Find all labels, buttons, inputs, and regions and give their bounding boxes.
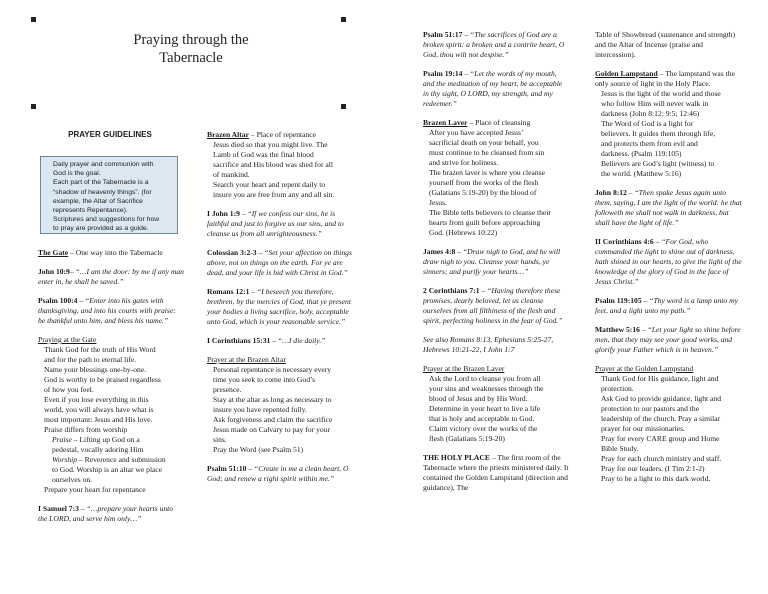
crop-mark-top-right xyxy=(341,17,346,22)
praise-line: pedestal, vocally adoring Him xyxy=(52,445,144,454)
laver-line: (Galatians 5:19-20) by the blood of xyxy=(429,188,537,197)
crop-mark-bottom-right xyxy=(341,104,346,109)
verse-psalm-19-14 xyxy=(423,69,569,109)
lamp-prayer-line: Bible Study. xyxy=(601,444,639,453)
verse-ref: Psalm 100:4 xyxy=(38,296,78,305)
guideline-line: Each part of the Tabernacle is a xyxy=(53,179,149,187)
verse-2-cor-7-1 xyxy=(423,286,569,326)
verse-text: – “The sacrifices of God are a broken spirit: a broken and a contrite heart, O God, thou wilt not despise.” xyxy=(423,30,565,59)
verse-ref: II Corinthians 4:6 xyxy=(595,237,654,246)
lamp-prayer-line: prayer for our missionaries. xyxy=(601,424,685,433)
worship-line xyxy=(38,455,184,465)
verse-ref: Romans 12:1 xyxy=(207,287,250,296)
praise-text: – Lifting up God on a xyxy=(71,435,140,444)
guideline-line: to pray are provided as a guide. xyxy=(53,225,149,233)
guideline-line: “shadow of heavenly things”. (for xyxy=(53,188,152,196)
gate-line: world, you will always have what is xyxy=(44,405,154,414)
laver-prayer-line: Claim victory over the works of the xyxy=(429,424,538,433)
column-2 xyxy=(207,130,353,484)
verse-text: – “Let the words of my mouth, and the meditation of my heart, be acceptable in thy sight, O LORD, my strength, and my redeemer.” xyxy=(423,69,563,108)
verse-romans-12-1 xyxy=(207,287,353,327)
lamp-prayer-line: Pray for each church ministry and staff. xyxy=(601,454,722,463)
verse-text: – “Let your light so shine before men, that they may see your good works, and glorify your Father which is in heaven.” xyxy=(595,325,741,354)
guideline-line: represents Repentance). xyxy=(53,207,128,215)
verse-psalm-119-105 xyxy=(595,296,743,316)
verse-psalm-100-4 xyxy=(38,296,184,326)
verse-1-cor-15-31 xyxy=(207,336,353,346)
lamp-prayer-line: protection. xyxy=(601,384,634,393)
verse-ref: Matthew 5:16 xyxy=(595,325,640,334)
verse-text: – “Having therefore these promises, dearly beloved, let us cleanse ourselves from all filthiness of the flesh and spirit, perfecting holiness in the fear of God.” xyxy=(423,286,563,325)
praying-gate-heading: Praying at the Gate xyxy=(38,335,97,344)
gate-line: and for the path to eternal life. xyxy=(44,355,137,364)
worship-line: ourselves on. xyxy=(52,475,93,484)
lamp-prayer-line: Ask God to provide guidance, light and xyxy=(601,394,722,403)
lamp-line: Believers are God’s light (witness) to xyxy=(601,159,715,168)
laver-line: hearts from guilt before approaching xyxy=(429,218,541,227)
verse-text: – “…prepare your hearts unto the LORD, and serve him only…” xyxy=(38,504,174,523)
lamp-desc: – The lampstand was the only source of light in the Holy Place. xyxy=(595,69,735,88)
altar-prayer-line: presence. xyxy=(213,385,242,394)
gate-line: of how you feel. xyxy=(44,385,94,394)
altar-prayer-line: time you seek to come into God’s xyxy=(213,375,316,384)
verse-john-10-9 xyxy=(38,267,184,287)
laver-line: and strive for holiness. xyxy=(429,158,499,167)
altar-line: Lamb of God was the final blood xyxy=(213,150,314,159)
holy-place-text: – The first room of the Tabernacle where the priests ministered daily. It contained the Golden Lampstand (direction and guidance), The xyxy=(423,453,569,492)
altar-heading xyxy=(207,130,353,140)
lamp-line: Jesus is the light of the world and those xyxy=(601,89,721,98)
laver-heading xyxy=(423,118,569,128)
praise-label: Praise xyxy=(52,435,72,444)
altar-line: Jesus died so that you might live. The xyxy=(213,140,328,149)
altar-prayer-line: Jesus made on Calvary to pay for your xyxy=(213,425,331,434)
praying-laver-heading: Prayer at the Brazen Laver xyxy=(423,364,505,373)
verse-matthew-5-16 xyxy=(595,325,743,355)
gate-line: most important: Jesus and His love. xyxy=(44,415,153,424)
altar-desc: – Place of repentance xyxy=(248,130,317,139)
gate-line: God is worthy to be praised regardless xyxy=(44,375,161,384)
lamp-line: believers. It guides them through life, xyxy=(601,129,716,138)
worship-text: – Reverence and submission xyxy=(77,455,166,464)
laver-prayer-line: blood of Jesus and by His Word. xyxy=(429,394,528,403)
altar-line: insure you are free from any and all sin. xyxy=(213,190,335,199)
lamp-prayer-line: Pray for every CARE group and Home xyxy=(601,434,720,443)
lamp-title: Golden Lampstand xyxy=(595,69,658,78)
laver-line: Jesus. xyxy=(429,198,447,207)
verse-text: – “…I am the door: by me if any man enter in, he shall be saved.” xyxy=(38,267,184,286)
verse-text: – “Then spake Jesus again unto them, saying, I am the light of the world: he that followeth me shall not walk in darkness, but shall have the light of life.” xyxy=(595,188,742,227)
gate-title: The Gate xyxy=(38,248,69,257)
laver-prayer-line: that is holy and acceptable to God. xyxy=(429,414,535,423)
altar-prayer-line: Stay at the altar as long as necessary to xyxy=(213,395,332,404)
showbread-text: Table of Showbread (sustenance and strength) and the Altar of Incense (praise and intercession). xyxy=(595,30,736,59)
column-3 xyxy=(423,30,569,493)
laver-line: must continue to be cleansed from sin xyxy=(429,148,545,157)
guideline-line: example, the Altar of Sacrifice xyxy=(53,197,143,205)
lamp-prayer-line: leadership of the church. Pray a similar xyxy=(601,414,721,423)
laver-line: sacrificial death on your behalf, you xyxy=(429,138,539,147)
gate-line: Thank God for the truth of His Word xyxy=(44,345,156,354)
verse-ref: 2 Corinthians 7:1 xyxy=(423,286,480,295)
verse-psalm-51-10 xyxy=(207,464,353,484)
verse-colossians-3-2 xyxy=(207,248,353,278)
gate-line: Even if you lose everything in this xyxy=(44,395,149,404)
prepare-line: Prepare your heart for repentance xyxy=(44,485,146,494)
verse-ref: Psalm 19:14 xyxy=(423,69,463,78)
lamp-line: the world. (Matthew 5:16) xyxy=(601,169,682,178)
verse-text: – “Set your affection on things above, not on things on the earth. For ye are dead, and your life is hid with Christ in God.” xyxy=(207,248,352,277)
verse-ref: Psalm 51:10 xyxy=(207,464,247,473)
title-line-2: Tabernacle xyxy=(159,50,223,66)
title-line-1: Praying through the xyxy=(133,32,249,48)
praying-altar-heading: Prayer at the Brazen Altar xyxy=(207,355,286,364)
guidelines-heading: PRAYER GUIDELINES xyxy=(68,130,152,139)
verse-text: – “For God, who commanded the light to shine out of darkness, hath shined in our hearts, to give the light of the knowledge of the glory of God in the face of Jesus Christ.” xyxy=(595,237,742,286)
laver-prayer-line: Determine in your heart to live a life xyxy=(429,404,541,413)
column-4 xyxy=(595,30,743,484)
altar-prayer-line: Personal repentance is necessary every xyxy=(213,365,332,374)
verse-text: – “Draw nigh to God, and he will draw nigh to you. Cleanse your hands, ye sinners; and purify your hearts…” xyxy=(423,247,561,276)
lamp-line: darkness (John 8:12; 9:5; 12:46) xyxy=(601,109,700,118)
lamp-prayer-line: Thank God for His guidance, light and xyxy=(601,374,719,383)
lamp-line: and protects them from evil and xyxy=(601,139,698,148)
altar-prayer-line: Ask forgiveness and claim the sacrifice xyxy=(213,415,333,424)
verse-ref: Colossian 3:2-3 xyxy=(207,248,257,257)
worship-line: to God. Worship is an altar we place xyxy=(52,465,163,474)
altar-prayer-line: Pray the Word (see Psalm 51) xyxy=(213,445,304,454)
gate-desc: – One way into the Tabernacle xyxy=(68,248,163,257)
laver-prayer-line: your sins and weaknesses through the xyxy=(429,384,544,393)
lamp-line: The Word of God is a light for xyxy=(601,119,694,128)
column-1 xyxy=(38,248,184,524)
altar-line: of mankind. xyxy=(213,170,250,179)
verse-text: – “I beseech you therefore, brethren, by the mercies of God, that ye present your bodies a living sacrifice, holy, acceptable unto God, which is your reasonable service.” xyxy=(207,287,351,326)
holy-place-title: THE HOLY PLACE xyxy=(423,453,490,462)
lamp-line: who follow Him will never walk in xyxy=(601,99,709,108)
verse-ref: John 8:12 xyxy=(595,188,627,197)
laver-line: After you have accepted Jesus’ xyxy=(429,128,524,137)
verse-ref: Psalm 119:105 xyxy=(595,296,642,305)
lamp-line: darkness. (Psalm 119:105) xyxy=(601,149,682,158)
lamp-prayer-line: protection to our pastors and the xyxy=(601,404,700,413)
verse-john-8-12 xyxy=(595,188,743,228)
guideline-line: Scriptures and suggestions for how xyxy=(53,216,160,224)
verse-ref: James 4:8 xyxy=(423,247,456,256)
laver-title: Brazen Laver xyxy=(423,118,468,127)
verse-2-cor-4-6 xyxy=(595,237,743,287)
verse-ref: I Corinthians 15:31 xyxy=(207,336,271,345)
verse-text: – “Create in me a clean heart, O God; and renew a right spirit within me.” xyxy=(207,464,349,483)
gate-line: Praise differs from worship xyxy=(44,425,128,434)
worship-label: Worship xyxy=(52,455,78,464)
laver-line: The Bible tells believers to cleanse their xyxy=(429,208,551,217)
guideline-line: God is the goal. xyxy=(53,170,101,178)
verse-text: – “Enter into his gates with thanksgiving, and into his courts with praise: be thankful unto him, and bless his name.” xyxy=(38,296,176,325)
gate-heading xyxy=(38,248,184,258)
laver-prayer-line: flesh (Galatians 5:19-20) xyxy=(429,434,505,443)
gate-line: Name your blessings one-by-one. xyxy=(44,365,147,374)
verse-text: – “…I die daily.” xyxy=(270,336,326,345)
lamp-prayer-line: Pray for our leaders. (I Tim 2:1-2) xyxy=(601,464,705,473)
verse-ref: John 10:9 xyxy=(38,267,70,276)
lamp-heading xyxy=(595,69,743,89)
altar-line: sacrifice and His blood was shed for all xyxy=(213,160,333,169)
altar-title: Brazen Altar xyxy=(207,130,249,139)
laver-prayer-line: Ask the Lord to cleanse you from all xyxy=(429,374,541,383)
altar-prayer-line: sins. xyxy=(213,435,227,444)
verse-samuel-7-3 xyxy=(38,504,184,524)
verse-ref: Psalm 51:17 xyxy=(423,30,463,39)
page-title xyxy=(100,31,282,67)
altar-prayer-line: insure you have repented fully. xyxy=(213,405,307,414)
laver-line: The brazen laver is where you cleanse xyxy=(429,168,545,177)
verse-text: – “Thy word is a lamp unto my feet, and a light unto my path.” xyxy=(595,296,738,315)
holy-place-paragraph xyxy=(423,453,569,493)
verse-psalm-51-17 xyxy=(423,30,569,60)
praise-line xyxy=(38,435,184,445)
verse-james-4-8 xyxy=(423,247,569,277)
laver-line: God. (Hebrews 10:22) xyxy=(429,228,498,237)
guideline-line: Daily prayer and communion with xyxy=(53,161,154,168)
laver-desc: – Place of cleansing xyxy=(467,118,531,127)
verse-text: – “If we confess our sins, he is faithful and just to forgive us our sins, and to cleanse us from all unrighteousness.” xyxy=(207,209,344,238)
verse-1-john-1-9 xyxy=(207,209,353,239)
verse-ref: I Samuel 7:3 xyxy=(38,504,79,513)
lamp-prayer-line: Pray to be a light to this dark world. xyxy=(601,474,711,483)
praying-lamp-heading: Prayer at the Golden Lampstand xyxy=(595,364,694,373)
crop-mark-bottom-left xyxy=(31,104,36,109)
altar-line: Search your heart and repent daily to xyxy=(213,180,326,189)
guidelines-box xyxy=(40,156,178,234)
verse-ref: I John 1:9 xyxy=(207,209,240,218)
see-also-note: See also Romans 8:13, Ephesians 5:25-27, Hebrews 10:21-22, I John 1:7 xyxy=(423,335,554,354)
crop-mark-top-left xyxy=(31,17,36,22)
laver-line: yourself from the works of the flesh xyxy=(429,178,539,187)
